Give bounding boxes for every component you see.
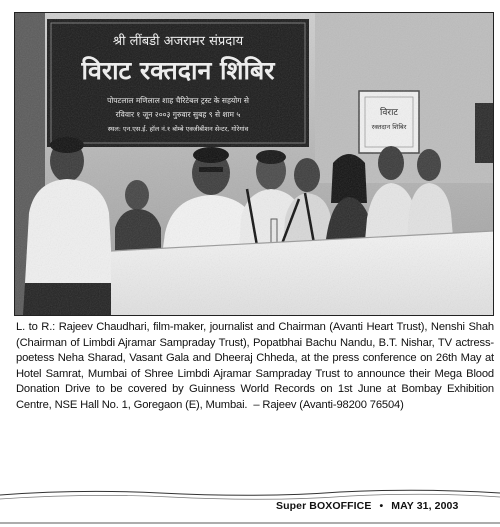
photo-caption — [16, 320, 494, 413]
publication-footer — [276, 500, 458, 512]
publication-name: Super BOXOFFICE — [276, 500, 372, 512]
press-conference-photo — [14, 12, 494, 316]
footer-bullet: • — [379, 500, 384, 512]
photo-credit: – Rajeev (Avanti-98200 76504) — [253, 398, 404, 411]
newspaper-clipping — [4, 2, 494, 514]
photo-illustration — [15, 13, 493, 315]
publication-date: MAY 31, 2003 — [391, 500, 459, 512]
caption-text: L. to R.: Rajeev Chaudhari, film-maker, journalist and Chairman (Avanti Heart Trust), Nenshi Shah (Chairman of Limbdi Ajramar Sampraday Trust), Popatbhai Bachu Nandu, B.T. Nishar, TV actress-poetess Neha Sharad, Vasant Gala and Dheeraj Chheda, at the press conference on 26th May at Hotel Samrat, Mumbai of Shree Limbdi Ajramar Sampraday Trust to announce their Mega Blood Donation Drive to be covered by Guinness World Records on 1st June at Bombay Exhibition Centre, NSE Hall No. 1, Goregaon (E), Mumbai. — [16, 321, 494, 411]
